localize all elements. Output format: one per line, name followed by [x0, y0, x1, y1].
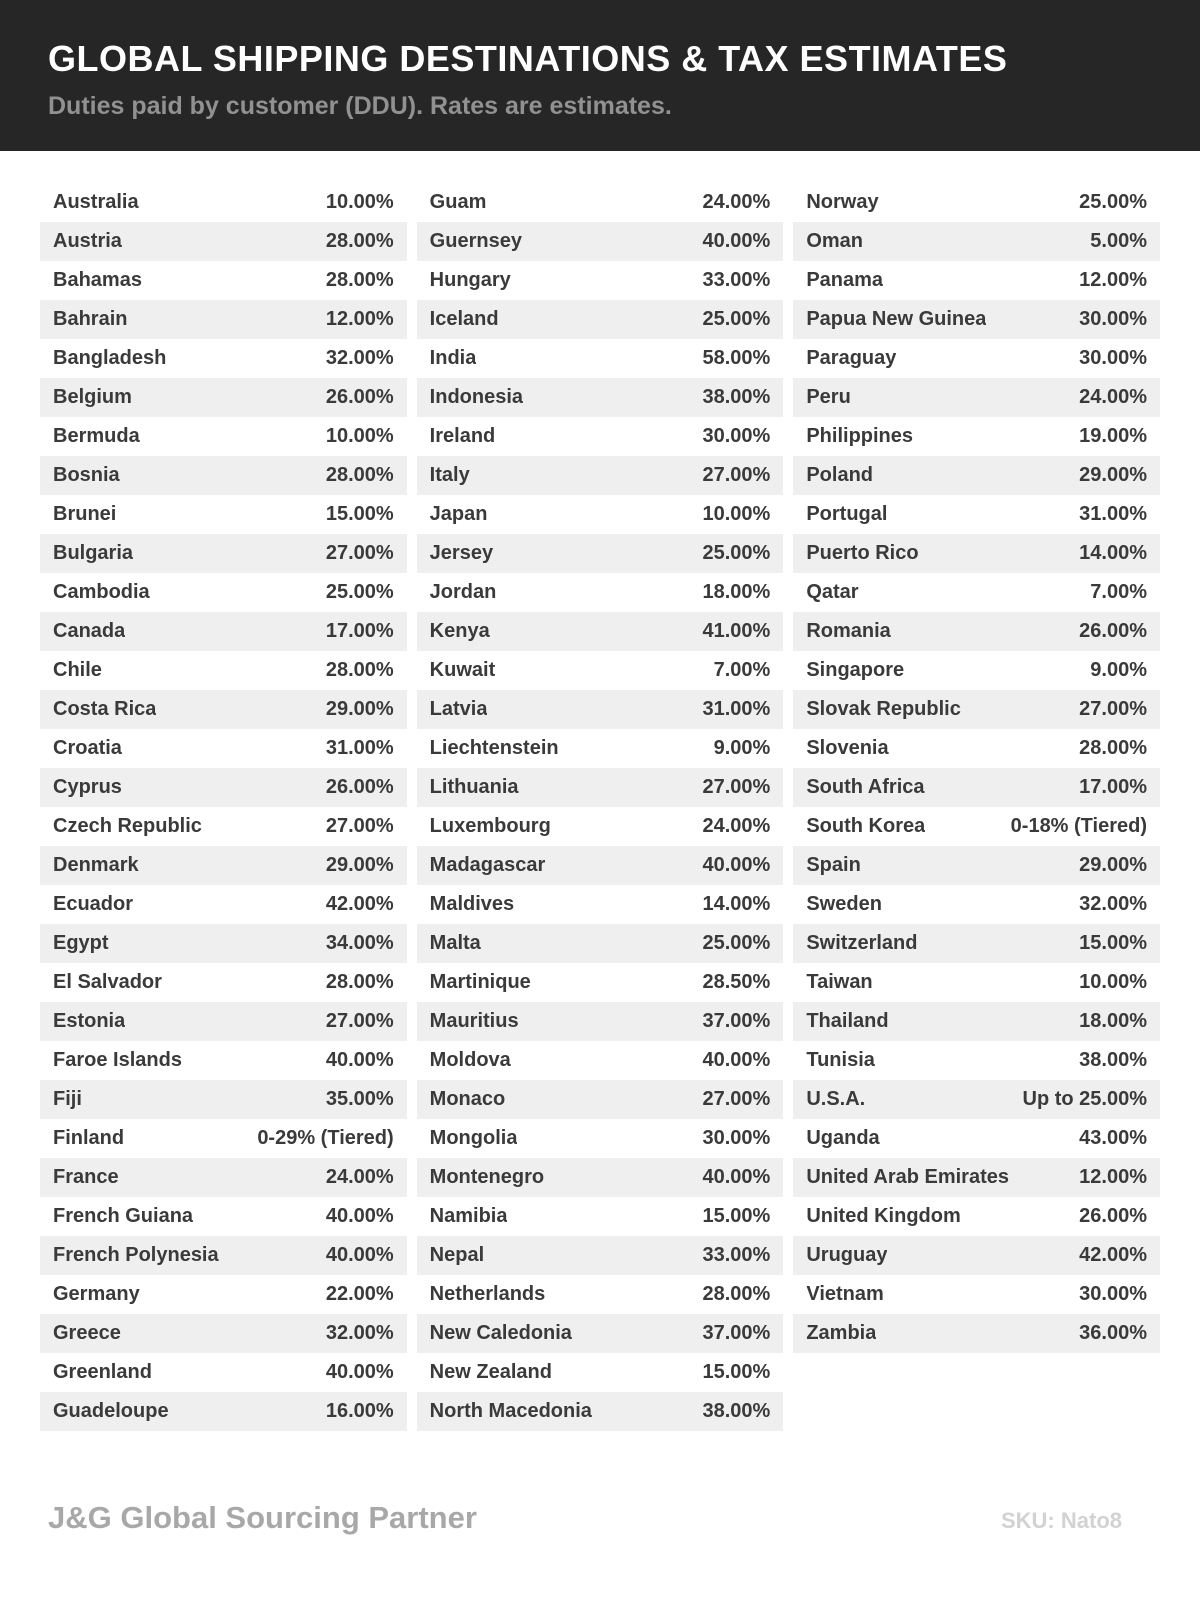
rate-row [40, 495, 407, 534]
tax-rate: 42.00% [325, 893, 394, 915]
country-name: Iceland [429, 308, 499, 330]
rate-row [417, 924, 784, 963]
tax-rate: 24.00% [702, 191, 771, 213]
country-name: Oman [806, 230, 864, 252]
tax-rate: 37.00% [702, 1010, 771, 1032]
country-name: Monaco [429, 1088, 506, 1110]
rate-row [40, 1041, 407, 1080]
tax-rate: 31.00% [1079, 503, 1148, 525]
country-name: Egypt [53, 932, 109, 954]
tax-rate: 30.00% [702, 1127, 771, 1149]
rate-row [793, 1041, 1160, 1080]
country-name: Bangladesh [53, 347, 167, 369]
country-name: Sweden [806, 893, 882, 915]
tax-rate: 27.00% [702, 464, 771, 486]
country-name: Estonia [53, 1010, 126, 1032]
rate-row [417, 846, 784, 885]
tax-rate: 28.00% [325, 971, 394, 993]
rate-row [417, 807, 784, 846]
tax-rate: 33.00% [702, 269, 771, 291]
rate-row [417, 963, 784, 1002]
country-name: El Salvador [53, 971, 162, 993]
tax-rate: 27.00% [702, 776, 771, 798]
tax-rate: 29.00% [1079, 464, 1148, 486]
tax-rate: 26.00% [1079, 620, 1148, 642]
country-name: Philippines [806, 425, 914, 447]
country-name: Jordan [429, 581, 497, 603]
country-name: Chile [53, 659, 102, 681]
country-name: Thailand [806, 1010, 889, 1032]
rate-row [40, 261, 407, 300]
rate-row [40, 339, 407, 378]
tax-rate: 15.00% [325, 503, 394, 525]
country-name: Malta [429, 932, 481, 954]
country-name: Indonesia [429, 386, 524, 408]
rates-column-3 [793, 183, 1160, 1431]
country-name: South Korea [806, 815, 926, 837]
tax-rate: 18.00% [702, 581, 771, 603]
rate-row [417, 1119, 784, 1158]
rate-row [793, 534, 1160, 573]
tax-rate: 40.00% [325, 1244, 394, 1266]
country-name: Mauritius [429, 1010, 519, 1032]
country-name: Croatia [53, 737, 122, 759]
tax-rate: 58.00% [702, 347, 771, 369]
rate-row [417, 378, 784, 417]
tax-rate: 32.00% [1079, 893, 1148, 915]
country-name: Japan [429, 503, 488, 525]
tax-rate: 40.00% [702, 1049, 771, 1071]
tax-rate: 30.00% [1079, 308, 1148, 330]
country-name: Uruguay [806, 1244, 888, 1266]
tax-rate: 0-18% (Tiered) [1010, 815, 1148, 837]
tax-rate: 27.00% [702, 1088, 771, 1110]
rate-row [793, 924, 1160, 963]
rate-row [417, 1353, 784, 1392]
tax-rate: 19.00% [1079, 425, 1148, 447]
rates-column-2 [417, 183, 784, 1431]
tax-rate: 28.00% [702, 1283, 771, 1305]
country-name: India [429, 347, 477, 369]
tax-rate: 27.00% [325, 542, 394, 564]
rate-row [793, 261, 1160, 300]
tax-rate: 25.00% [325, 581, 394, 603]
country-name: Cambodia [53, 581, 150, 603]
rate-row [417, 1080, 784, 1119]
country-name: Portugal [806, 503, 888, 525]
country-name: Bahamas [53, 269, 142, 291]
country-name: Spain [806, 854, 861, 876]
tax-rate: 7.00% [713, 659, 771, 681]
rate-row [417, 612, 784, 651]
page-header [0, 0, 1200, 151]
rate-row [417, 1197, 784, 1236]
rate-row [40, 534, 407, 573]
rate-row [40, 1119, 407, 1158]
tax-rate: 31.00% [325, 737, 394, 759]
tax-rate: 40.00% [702, 854, 771, 876]
country-name: Finland [53, 1127, 125, 1149]
tax-rate: 31.00% [702, 698, 771, 720]
tax-rate: 29.00% [325, 698, 394, 720]
tax-rate: 26.00% [325, 776, 394, 798]
rate-row [40, 1002, 407, 1041]
country-name: North Macedonia [429, 1400, 592, 1422]
rate-row [793, 456, 1160, 495]
tax-rate: 37.00% [702, 1322, 771, 1344]
tax-rate: 30.00% [702, 425, 771, 447]
rate-row [417, 729, 784, 768]
tax-rate: 5.00% [1090, 230, 1148, 252]
country-name: Martinique [429, 971, 531, 993]
rate-row [793, 417, 1160, 456]
rate-row [40, 924, 407, 963]
rate-row [793, 729, 1160, 768]
country-name: United Arab Emirates [806, 1166, 1009, 1188]
tax-rate: 14.00% [1079, 542, 1148, 564]
rate-row [417, 690, 784, 729]
tax-rate: 28.00% [325, 269, 394, 291]
tax-rate: 9.00% [1090, 659, 1148, 681]
rate-row [40, 963, 407, 1002]
country-name: Maldives [429, 893, 515, 915]
country-name: Austria [53, 230, 122, 252]
rate-row [40, 1314, 407, 1353]
country-name: Denmark [53, 854, 139, 876]
rate-row [417, 534, 784, 573]
rate-row [793, 1158, 1160, 1197]
country-name: Italy [429, 464, 470, 486]
tax-rate: 36.00% [1079, 1322, 1148, 1344]
rate-row [793, 1119, 1160, 1158]
tax-rate: 14.00% [702, 893, 771, 915]
country-name: Uganda [806, 1127, 880, 1149]
tax-rate: 18.00% [1079, 1010, 1148, 1032]
country-name: Bulgaria [53, 542, 134, 564]
country-name: Nepal [429, 1244, 485, 1266]
tax-rate: 40.00% [325, 1049, 394, 1071]
tax-rate: 28.00% [325, 659, 394, 681]
rate-row [417, 1002, 784, 1041]
rate-row [40, 300, 407, 339]
tax-rate: 0-29% (Tiered) [257, 1127, 394, 1149]
country-name: Switzerland [806, 932, 918, 954]
rate-row [40, 768, 407, 807]
rate-row [40, 690, 407, 729]
country-name: Zambia [806, 1322, 877, 1344]
tax-rate: 42.00% [1079, 1244, 1148, 1266]
rate-row [417, 261, 784, 300]
country-name: Hungary [429, 269, 511, 291]
country-name: Madagascar [429, 854, 546, 876]
tax-rate: 26.00% [1079, 1205, 1148, 1227]
country-name: Bahrain [53, 308, 128, 330]
rate-row [793, 612, 1160, 651]
rate-row [793, 1236, 1160, 1275]
tax-rate: 28.00% [325, 230, 394, 252]
tax-rate: 25.00% [702, 932, 771, 954]
rate-row [417, 651, 784, 690]
rate-row [40, 729, 407, 768]
country-name: Germany [53, 1283, 140, 1305]
rate-row [417, 573, 784, 612]
country-name: Czech Republic [53, 815, 202, 837]
country-name: Papua New Guinea [806, 308, 987, 330]
tax-rate: 24.00% [325, 1166, 394, 1188]
country-name: Faroe Islands [53, 1049, 182, 1071]
tax-rate: 17.00% [1079, 776, 1148, 798]
tax-rate: 7.00% [1090, 581, 1148, 603]
rate-row [793, 651, 1160, 690]
rate-row [793, 768, 1160, 807]
rate-row [40, 222, 407, 261]
rate-row [40, 183, 407, 222]
rate-row [793, 222, 1160, 261]
tax-rate: 17.00% [325, 620, 394, 642]
rate-row [40, 846, 407, 885]
country-name: Fiji [53, 1088, 82, 1110]
country-name: Australia [53, 191, 139, 213]
tax-rate: 15.00% [702, 1205, 771, 1227]
country-name: Tunisia [806, 1049, 875, 1071]
rate-row [40, 1197, 407, 1236]
country-name: Bermuda [53, 425, 140, 447]
country-name: French Guiana [53, 1205, 194, 1227]
country-name: Namibia [429, 1205, 508, 1227]
country-name: Cyprus [53, 776, 122, 798]
rate-row [40, 612, 407, 651]
rate-row [793, 339, 1160, 378]
tax-rate: 26.00% [325, 386, 394, 408]
rate-row [40, 1275, 407, 1314]
tax-rate: 30.00% [1079, 347, 1148, 369]
tax-rate: 22.00% [325, 1283, 394, 1305]
rate-row [793, 1002, 1160, 1041]
rate-row [793, 495, 1160, 534]
rate-row [793, 1275, 1160, 1314]
tax-rate: 30.00% [1079, 1283, 1148, 1305]
tax-rate: 12.00% [1079, 1166, 1148, 1188]
rate-row [417, 183, 784, 222]
country-name: Singapore [806, 659, 905, 681]
tax-rate: 27.00% [1079, 698, 1148, 720]
country-name: Luxembourg [429, 815, 551, 837]
country-name: Guernsey [429, 230, 522, 252]
rate-row [793, 807, 1160, 846]
tax-rate: 25.00% [702, 308, 771, 330]
country-name: Poland [806, 464, 874, 486]
tax-rate: 43.00% [1079, 1127, 1148, 1149]
tax-rate: 28.00% [325, 464, 394, 486]
country-name: Slovak Republic [806, 698, 961, 720]
rate-row [40, 573, 407, 612]
country-name: Norway [806, 191, 879, 213]
rate-row [417, 885, 784, 924]
tax-rate: 24.00% [702, 815, 771, 837]
rate-row [793, 963, 1160, 1002]
rate-row [793, 690, 1160, 729]
rate-row [793, 378, 1160, 417]
country-name: Greenland [53, 1361, 152, 1383]
country-name: Taiwan [806, 971, 873, 993]
tax-rate: 15.00% [1079, 932, 1148, 954]
tax-rate: 29.00% [325, 854, 394, 876]
tax-rate: 32.00% [325, 1322, 394, 1344]
sku-text: SKU: Nato8 [1000, 1508, 1122, 1533]
country-name: Montenegro [429, 1166, 545, 1188]
rate-row [793, 1314, 1160, 1353]
country-name: Liechtenstein [429, 737, 559, 759]
rate-row [417, 768, 784, 807]
tax-rate: 38.00% [1079, 1049, 1148, 1071]
country-name: Mongolia [429, 1127, 518, 1149]
tax-rate: 10.00% [325, 191, 394, 213]
country-name: Panama [806, 269, 884, 291]
tax-rate: 16.00% [325, 1400, 394, 1422]
rate-row [793, 1080, 1160, 1119]
rate-row [417, 1392, 784, 1431]
country-name: France [53, 1166, 119, 1188]
tax-rate: 35.00% [325, 1088, 394, 1110]
tax-rate: 10.00% [702, 503, 771, 525]
tax-rate: 40.00% [325, 1361, 394, 1383]
country-name: United Kingdom [806, 1205, 961, 1227]
rate-row [40, 417, 407, 456]
rate-row [417, 1314, 784, 1353]
country-name: U.S.A. [806, 1088, 866, 1110]
tax-rate: 40.00% [702, 230, 771, 252]
tax-rate: 25.00% [702, 542, 771, 564]
tax-rate: 10.00% [325, 425, 394, 447]
rate-row [417, 1158, 784, 1197]
brand-text: J&G Global Sourcing Partner [48, 1500, 477, 1535]
country-name: Romania [806, 620, 891, 642]
country-name: Belgium [53, 386, 132, 408]
country-name: South Africa [806, 776, 925, 798]
rate-row [417, 1236, 784, 1275]
rate-row [40, 378, 407, 417]
country-name: Brunei [53, 503, 117, 525]
rate-row [793, 183, 1160, 222]
country-name: New Caledonia [429, 1322, 572, 1344]
rate-row [793, 846, 1160, 885]
country-name: Qatar [806, 581, 859, 603]
country-name: Guam [429, 191, 487, 213]
country-name: Puerto Rico [806, 542, 919, 564]
tax-rate: 33.00% [702, 1244, 771, 1266]
tax-rate: 24.00% [1079, 386, 1148, 408]
country-name: Jersey [429, 542, 494, 564]
tax-rate: 38.00% [702, 386, 771, 408]
tax-rate: 27.00% [325, 815, 394, 837]
rate-row [40, 1353, 407, 1392]
rates-column-1 [40, 183, 407, 1431]
country-name: Ireland [429, 425, 496, 447]
rate-row [417, 339, 784, 378]
country-name: Vietnam [806, 1283, 884, 1305]
tax-rates-table [0, 151, 1200, 1431]
tax-rate: 12.00% [1079, 269, 1148, 291]
country-name: Kenya [429, 620, 490, 642]
tax-rate: 9.00% [713, 737, 771, 759]
tax-rate: 40.00% [702, 1166, 771, 1188]
rate-row [793, 1197, 1160, 1236]
country-name: Latvia [429, 698, 488, 720]
tax-rate: Up to 25.00% [1022, 1088, 1148, 1110]
rate-row [40, 885, 407, 924]
rate-row [40, 456, 407, 495]
country-name: New Zealand [429, 1361, 552, 1383]
country-name: Ecuador [53, 893, 134, 915]
rate-row [417, 1041, 784, 1080]
page-footer [48, 1500, 1122, 1536]
rate-row [417, 495, 784, 534]
rate-row [417, 456, 784, 495]
rate-row [40, 1080, 407, 1119]
country-name: French Polynesia [53, 1244, 219, 1266]
country-name: Bosnia [53, 464, 120, 486]
rate-row [417, 300, 784, 339]
country-name: Moldova [429, 1049, 511, 1071]
country-name: Peru [806, 386, 851, 408]
tax-rate: 10.00% [1079, 971, 1148, 993]
country-name: Guadeloupe [53, 1400, 169, 1422]
tax-rate: 25.00% [1079, 191, 1148, 213]
rate-row [417, 222, 784, 261]
tax-rate: 27.00% [325, 1010, 394, 1032]
tax-rate: 40.00% [325, 1205, 394, 1227]
tax-rate: 29.00% [1079, 854, 1148, 876]
country-name: Greece [53, 1322, 121, 1344]
tax-rate: 38.00% [702, 1400, 771, 1422]
tax-rate: 28.00% [1079, 737, 1148, 759]
page-subtitle: Duties paid by customer (DDU). Rates are estimates. [48, 92, 672, 120]
rate-row [417, 1275, 784, 1314]
country-name: Kuwait [429, 659, 496, 681]
country-name: Slovenia [806, 737, 889, 759]
rate-row [793, 885, 1160, 924]
tax-rate: 15.00% [702, 1361, 771, 1383]
rate-row [40, 1236, 407, 1275]
rate-row [40, 1158, 407, 1197]
rate-row [40, 807, 407, 846]
country-name: Canada [53, 620, 126, 642]
rate-row [417, 417, 784, 456]
tax-rate: 32.00% [325, 347, 394, 369]
rate-row [793, 300, 1160, 339]
country-name: Costa Rica [53, 698, 157, 720]
page-title: GLOBAL SHIPPING DESTINATIONS & TAX ESTIMATES [48, 38, 1008, 79]
tax-rate: 28.50% [702, 971, 771, 993]
rate-row [40, 1392, 407, 1431]
country-name: Netherlands [429, 1283, 546, 1305]
tax-rate: 34.00% [325, 932, 394, 954]
tax-rate: 12.00% [325, 308, 394, 330]
rate-row [40, 651, 407, 690]
country-name: Paraguay [806, 347, 897, 369]
tax-rate: 41.00% [702, 620, 771, 642]
rate-row [793, 573, 1160, 612]
country-name: Lithuania [429, 776, 519, 798]
